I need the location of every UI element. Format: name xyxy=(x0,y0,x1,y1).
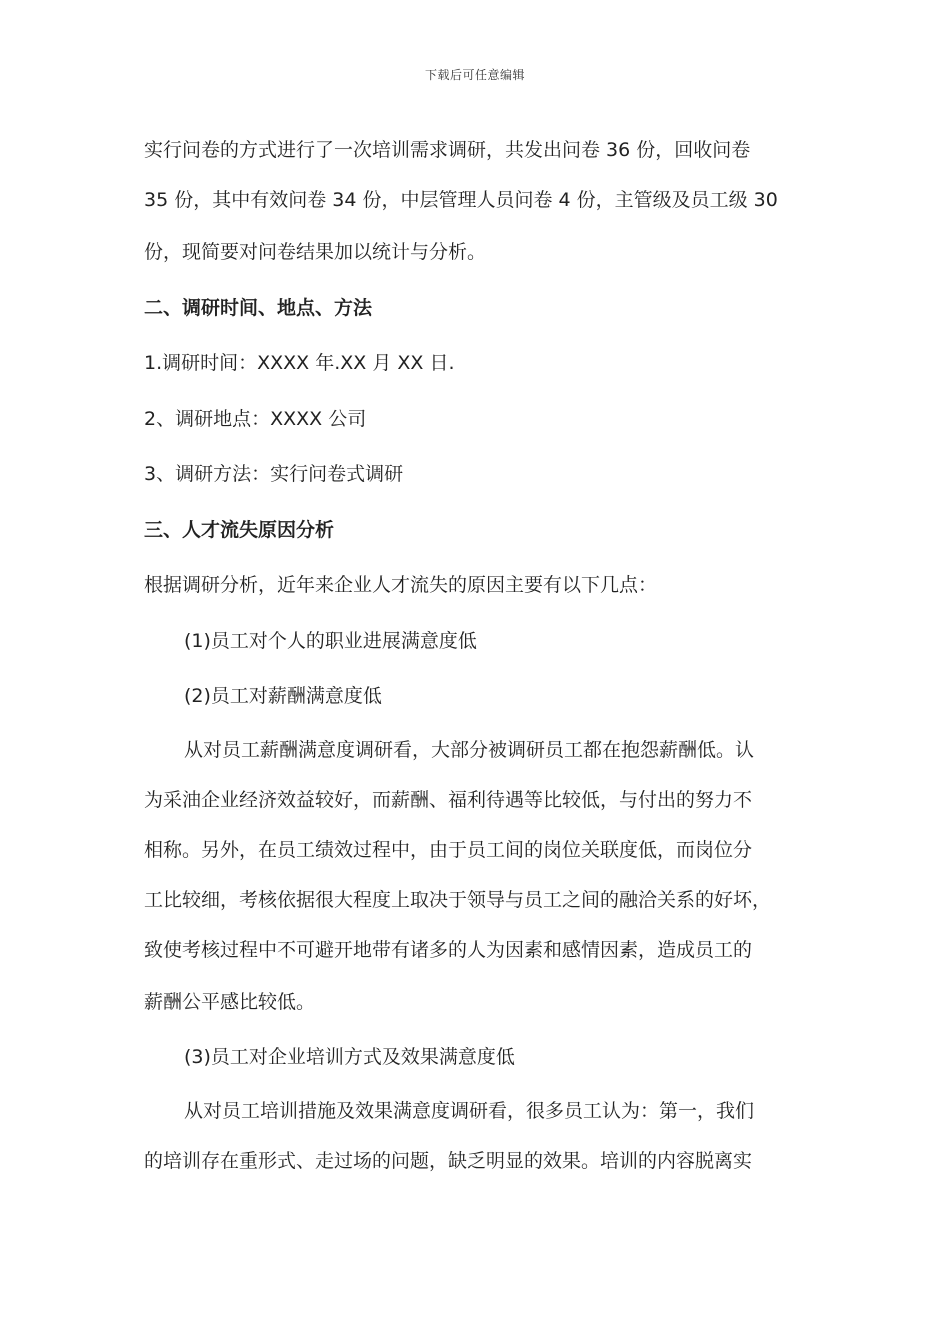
paragraph-line: 份，现简要对问卷结果加以统计与分析。 xyxy=(144,241,487,263)
paragraph-line: 从对员工薪酬满意度调研看，大部分被调研员工都在抱怨薪酬低。认 xyxy=(184,738,755,761)
paragraph-line: 相称。另外，在员工绩效过程中，由于员工间的岗位关联度低，而岗位分 xyxy=(144,838,753,861)
paragraph-line: 致使考核过程中不可避开地带有诸多的人为因素和感情因素，造成员工的 xyxy=(144,938,753,961)
paragraph-line: 根据调研分析，近年来企业人才流失的原因主要有以下几点： xyxy=(144,574,658,596)
paragraph-line: 3、调研方法：实行问卷式调研 xyxy=(144,463,404,485)
document-body xyxy=(144,125,809,1186)
paragraph-line: 为采油企业经济效益较好，而薪酬、福利待遇等比较低，与付出的努力不 xyxy=(144,788,753,811)
paragraph-line: 实行问卷的方式进行了一次培训需求调研，共发出问卷 36 份，回收问卷 xyxy=(144,139,751,161)
header-note: 下载后可任意编辑 xyxy=(424,68,525,82)
paragraph-line: 的培训存在重形式、走过场的问题，缺乏明显的效果。培训的内容脱离实 xyxy=(144,1149,753,1172)
section-heading: 三、人才流失原因分析 xyxy=(144,518,335,541)
paragraph-line: 1.调研时间：XXXX 年.XX 月 XX 日. xyxy=(144,352,455,374)
section-heading: 二、调研时间、地点、方法 xyxy=(144,296,373,319)
paragraph-line: 从对员工培训措施及效果满意度调研看，很多员工认为：第一，我们 xyxy=(184,1099,755,1122)
paragraph-line: 35 份，其中有效问卷 34 份，中层管理人员问卷 4 份，主管级及员工级 30 xyxy=(144,189,778,211)
paragraph-line: 工比较细，考核依据很大程度上取决于领导与员工之间的融洽关系的好坏， xyxy=(144,888,772,911)
list-item: (1)员工对个人的职业进展满意度低 xyxy=(184,629,477,652)
list-item: (3)员工对企业培训方式及效果满意度低 xyxy=(184,1046,515,1068)
paragraph-line: 2、调研地点：XXXX 公司 xyxy=(144,407,367,430)
paragraph-line: 薪酬公平感比较低。 xyxy=(144,990,316,1013)
list-item: (2)员工对薪酬满意度低 xyxy=(184,685,382,707)
